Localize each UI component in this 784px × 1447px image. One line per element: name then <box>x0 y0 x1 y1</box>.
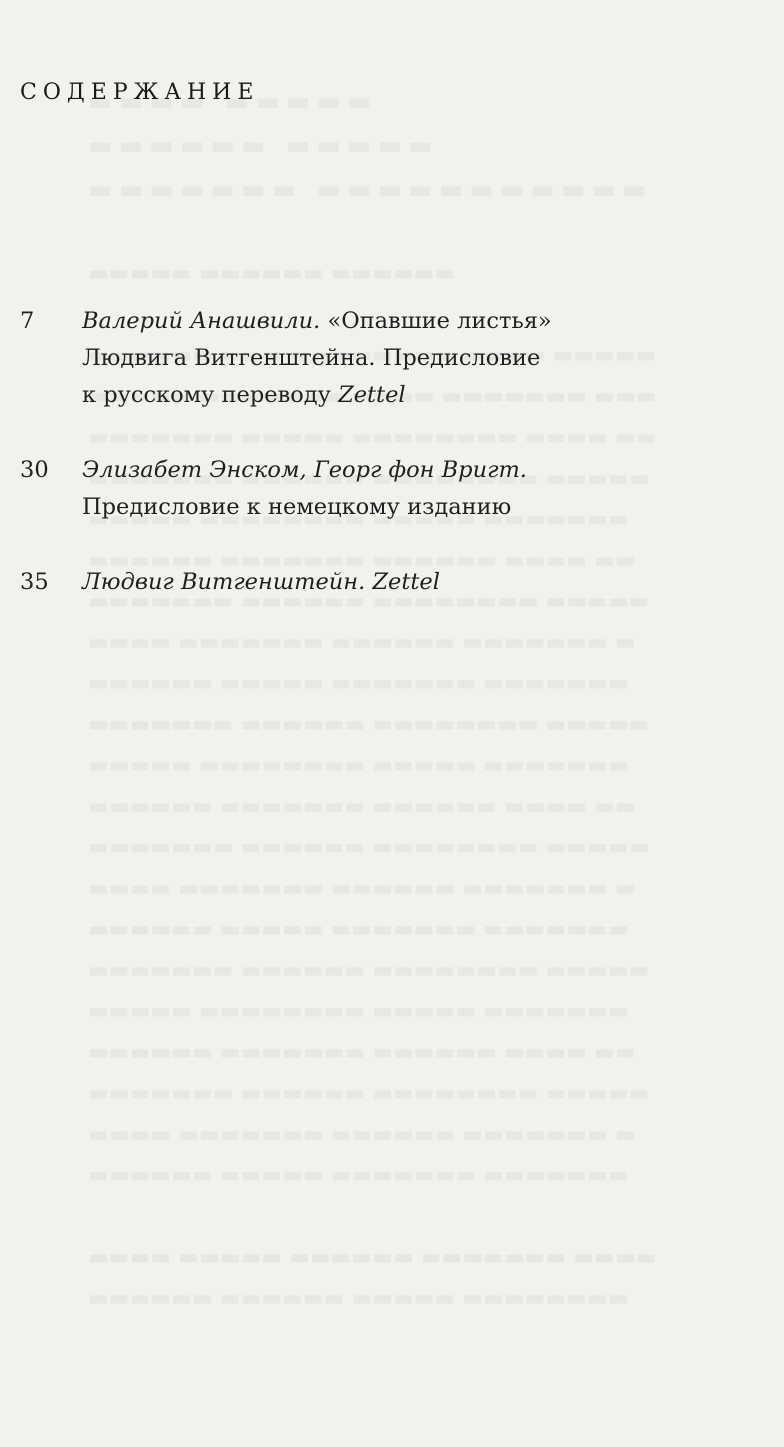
toc-title-italic: Zettel <box>338 382 406 408</box>
toc-author: Элизабет Энском, Георг фон Вригт. <box>82 457 527 483</box>
toc-author: Людвиг Витгенштейн. Zettel <box>82 569 440 595</box>
contents-heading: СОДЕРЖАНИЕ <box>20 80 260 105</box>
toc-entry[interactable] <box>20 564 760 601</box>
toc-entry[interactable] <box>20 452 760 526</box>
toc-line <box>82 377 752 414</box>
bleed-through-text <box>88 80 768 1310</box>
toc-entry-text <box>82 303 752 414</box>
toc-title-part: к русскому переводу <box>82 382 339 408</box>
toc-author: Валерий Анашвили. <box>82 308 321 334</box>
toc-page-number: 7 <box>20 308 35 334</box>
toc-entry-text <box>82 564 752 601</box>
table-of-contents <box>20 303 760 601</box>
toc-line <box>82 303 752 340</box>
toc-line: Людвига Витгенштейна. Предисловие <box>82 345 541 371</box>
toc-page-number: 35 <box>20 569 49 595</box>
toc-page-number: 30 <box>20 457 49 483</box>
toc-entry[interactable] <box>20 303 760 414</box>
toc-title-part: «Опавшие листья» <box>327 308 552 334</box>
toc-entry-text <box>82 452 752 526</box>
toc-line: Предисловие к немецкому изданию <box>82 494 512 520</box>
